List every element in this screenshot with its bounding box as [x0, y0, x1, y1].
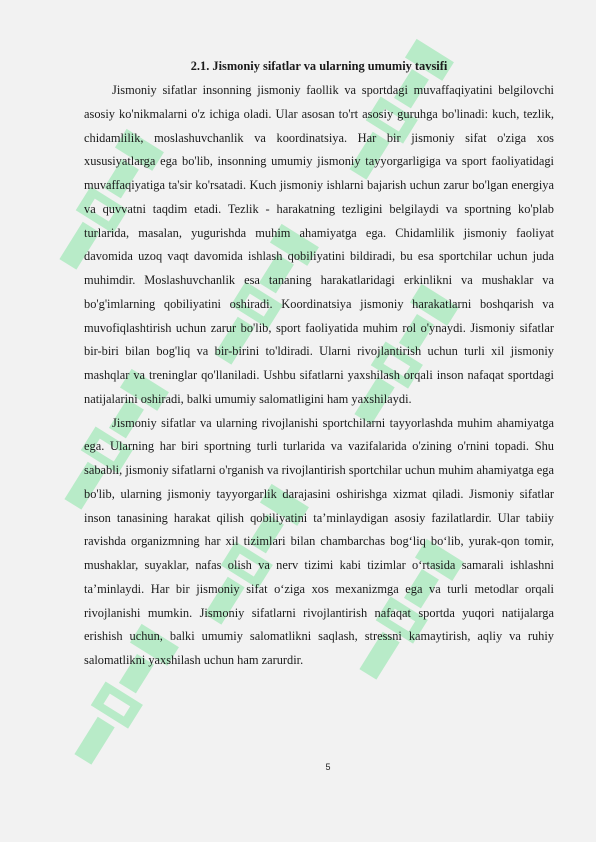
page-number: 5	[325, 762, 331, 772]
body-text	[84, 79, 554, 673]
paragraph-1: Jismoniy sifatlar insonning jismoniy faollik va sportdagi muvaffaqiyatini belgilovchi asosiy ko'nikmalarni o'z ichiga oladi. Ular asosan to'rt asosiy guruhga bo'linadi: kuch, tezlik, chidamlilik, moslashuvchanlik va koordinatsiya. Har bir jismoniy sifat o'ziga xos xususiyatlarga ega bo'lib, insonning umumiy jismoniy tayyorgarligiga va sport faoliyatidagi muvaffaqiyatiga ta'sir ko'rsatadi. Kuch jismoniy ishlarni bajarish uchun zarur bo'lgan energiya va quvvatni taqdim etadi. Tezlik - harakatning tezligini belgilaydi va sportning ko'plab turlarida, masalan, yugurishda muhim ahamiyatga ega. Chidamlilik jismoniy faoliyat davomida uzoq vaqt davomida ishlash qobiliyatini bildiradi, bu esa sportchilar uchun juda muhimdir. Moslashuvchanlik esa tananing harakatlaridagi erkinlikni va mushaklar va bo'g'imlarning qobiliyatini oshiradi. Koordinatsiya jismoniy harakatlarni boshqarish va muvofiqlashtirish uchun zarur bo'lib, sport faoliyatida muhim rol o'ynaydi. Jismoniy sifatlar bir-biri bilan bog'liq va bir-birini to'ldiradi. Ularni rivojlantirish uchun turli xil jismoniy mashqlar va treninglar qo'llaniladi. Ushbu sifatlarni yaxshilash orqali inson nafaqat sportdagi natijalarini oshiradi, balki umumiy salomatligini ham yaxshilaydi.	[84, 83, 554, 406]
paragraph-2: Jismoniy sifatlar va ularning rivojlanishi sportchilarni tayyorlashda muhim ahamiyatga ega. Ularning har biri sportning turli turlarida va vazifalarida o'zining o'rnini topadi. Shu sababli, jismoniy sifatlarni o'rganish va rivojlantirish sportchilar uchun muhim ahamiyatga ega bo'lib, ularning jismoniy tayyorgarlik darajasini oshirishga xizmat qiladi. Jismoniy sifatlar inson tanasining harakat qilish qobiliyatini ta’minlaydigan asosiy fazilatlardir. Ular tabiiy ravishda organizmning har xil tizimlari bilan chambarchas bog‘liq bo‘lib, yurak-qon tomir, mushaklar, suyaklar, nafas olish va nerv tizimi kabi tizimlar o‘rtasida samarali ishlashni ta’minlaydi. Har bir jismoniy sifat o‘ziga xos mexanizmga ega va turli metodlar orqali rivojlanishi mumkin. Jismoniy sifatlarni rivojlantirish nafaqat sportda yuqori natijalarga erishish uchun, balki umumiy salomatlikni saqlash, stressni kamaytirish, aqliy va ruhiy salomatlikni yaxshilash uchun ham zarurdir.	[84, 415, 554, 667]
section-title: 2.1. Jismoniy sifatlar va ularning umumiy tavsifi	[190, 59, 448, 73]
